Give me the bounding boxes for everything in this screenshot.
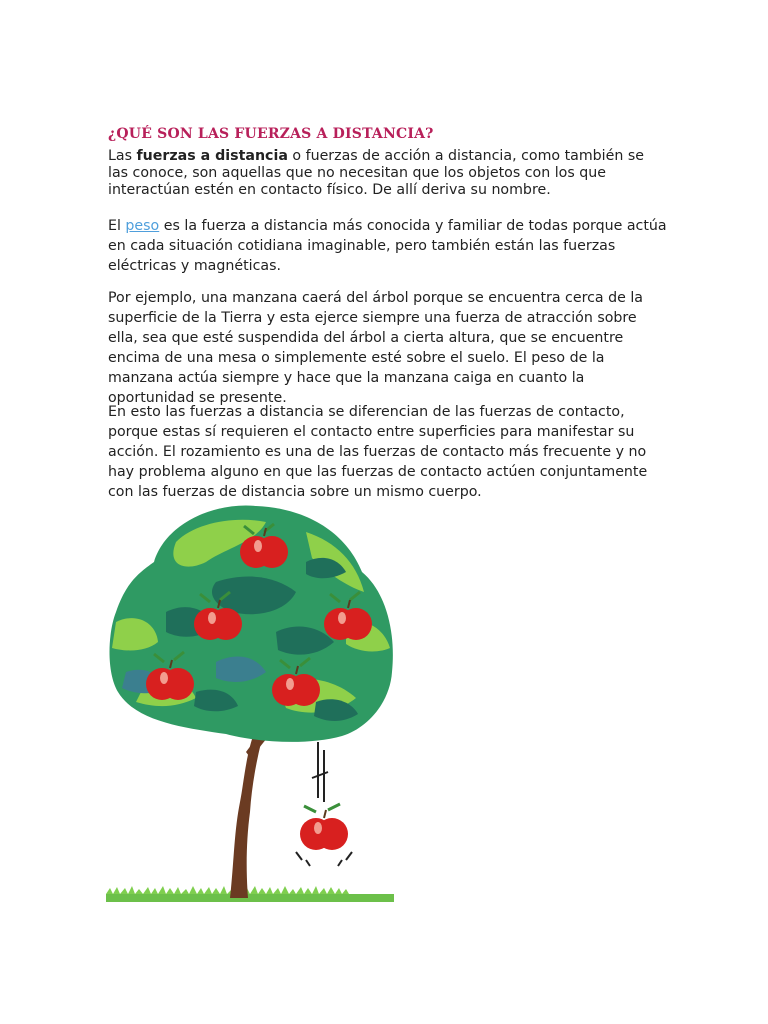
falling-apple: [296, 804, 352, 866]
tree-trunk: [230, 714, 286, 898]
paragraph-text: o fuerzas de acción a distancia, como también se las conoce, son aquellas que no necesitan que los objetos con los que interactúan estén en contacto físico. De allí deriva su nombre.: [108, 148, 644, 198]
peso-link[interactable]: peso: [125, 218, 160, 234]
paragraph-text: Las: [108, 148, 137, 164]
bold-term: fuerzas a distancia: [136, 148, 288, 164]
apple-tree-illustration: [106, 502, 396, 906]
paragraph-text: es la fuerza a distancia más conocida y familiar de todas porque actúa en cada situación cotidiana imaginable, pero también están las fuerzas eléctricas y magnéticas.: [108, 218, 667, 274]
motion-lines: [312, 742, 328, 802]
paragraph-definition: [108, 148, 668, 199]
paragraph-apple-example: Por ejemplo, una manzana caerá del árbol porque se encuentra cerca de la superficie de la Tierra y esta ejerce siempre una fuerza de atracción sobre ella, sea que esté suspendida del árbol a cierta altura, que se encuentre encima de una mesa o simplemente esté sobre el suelo. El peso de la manzana actúa siempre y hace que la manzana caiga en cuanto la oportunidad se presente.: [108, 290, 643, 406]
paragraph-text: El: [108, 218, 126, 234]
paragraph-contact-forces: En esto las fuerzas a distancia se diferencian de las fuerzas de contacto, porque estas sí requieren el contacto entre superficies para manifestar su acción. El rozamiento es una de las fuerzas de contacto más frecuente y no hay problema alguno en que las fuerzas de contacto actúen conjuntamente con las fuerzas de distancia sobre un mismo cuerpo.: [108, 404, 648, 500]
grass-strip: [106, 886, 394, 902]
page-title: ¿QUÉ SON LAS FUERZAS A DISTANCIA?: [108, 126, 434, 142]
paragraph-weight: [108, 216, 668, 276]
